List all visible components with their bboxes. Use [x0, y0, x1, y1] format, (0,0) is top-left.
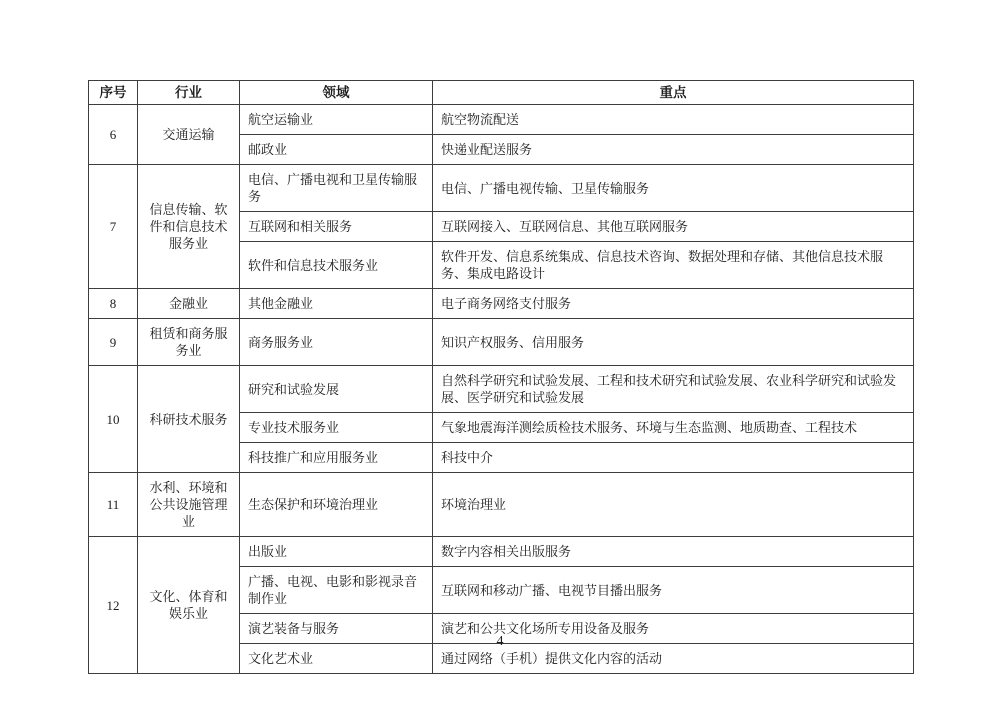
table-row — [89, 289, 914, 319]
cell-no: 6 — [89, 105, 138, 165]
table-row — [89, 366, 914, 413]
cell-field: 商务服务业 — [240, 319, 433, 366]
cell-focus: 科技中介 — [433, 443, 914, 473]
cell-industry: 科研技术服务 — [138, 366, 240, 473]
cell-no: 11 — [89, 473, 138, 537]
cell-field: 航空运输业 — [240, 105, 433, 135]
cell-focus: 互联网和移动广播、电视节目播出服务 — [433, 567, 914, 614]
cell-field: 出版业 — [240, 537, 433, 567]
cell-no: 12 — [89, 537, 138, 674]
cell-field: 生态保护和环境治理业 — [240, 473, 433, 537]
cell-industry: 交通运输 — [138, 105, 240, 165]
column-header-no: 序号 — [89, 81, 138, 105]
cell-field: 研究和试验发展 — [240, 366, 433, 413]
table-row — [89, 165, 914, 212]
cell-field: 文化艺术业 — [240, 644, 433, 674]
cell-industry: 租赁和商务服务业 — [138, 319, 240, 366]
cell-field: 广播、电视、电影和影视录音制作业 — [240, 567, 433, 614]
cell-focus: 电子商务网络支付服务 — [433, 289, 914, 319]
cell-focus: 快递业配送服务 — [433, 135, 914, 165]
column-header-field: 领域 — [240, 81, 433, 105]
cell-field: 电信、广播电视和卫星传输服务 — [240, 165, 433, 212]
column-header-focus: 重点 — [433, 81, 914, 105]
cell-field: 科技推广和应用服务业 — [240, 443, 433, 473]
cell-field: 邮政业 — [240, 135, 433, 165]
table-row — [89, 319, 914, 366]
page-number: 4 — [496, 634, 504, 649]
cell-focus: 气象地震海洋测绘质检技术服务、环境与生态监测、地质勘查、工程技术 — [433, 413, 914, 443]
cell-focus: 航空物流配送 — [433, 105, 914, 135]
cell-focus: 环境治理业 — [433, 473, 914, 537]
cell-field: 其他金融业 — [240, 289, 433, 319]
table-header-row — [89, 81, 914, 105]
cell-field: 演艺装备与服务 — [240, 614, 433, 644]
column-header-industry: 行业 — [138, 81, 240, 105]
cell-focus: 软件开发、信息系统集成、信息技术咨询、数据处理和存储、其他信息技术服务、集成电路设计 — [433, 242, 914, 289]
cell-industry: 水利、环境和公共设施管理业 — [138, 473, 240, 537]
cell-focus: 知识产权服务、信用服务 — [433, 319, 914, 366]
cell-no: 7 — [89, 165, 138, 289]
cell-focus: 通过网络（手机）提供文化内容的活动 — [433, 644, 914, 674]
cell-focus: 数字内容相关出版服务 — [433, 537, 914, 567]
cell-industry: 文化、体育和娱乐业 — [138, 537, 240, 674]
cell-focus: 互联网接入、互联网信息、其他互联网服务 — [433, 212, 914, 242]
industry-focus-table — [88, 80, 914, 674]
cell-industry: 信息传输、软件和信息技术服务业 — [138, 165, 240, 289]
cell-no: 9 — [89, 319, 138, 366]
cell-focus: 电信、广播电视传输、卫星传输服务 — [433, 165, 914, 212]
cell-focus: 自然科学研究和试验发展、工程和技术研究和试验发展、农业科学研究和试验发展、医学研究和试验发展 — [433, 366, 914, 413]
table-row — [89, 537, 914, 567]
cell-focus: 演艺和公共文化场所专用设备及服务 — [433, 614, 914, 644]
cell-field: 专业技术服务业 — [240, 413, 433, 443]
cell-no: 10 — [89, 366, 138, 473]
cell-industry: 金融业 — [138, 289, 240, 319]
cell-field: 软件和信息技术服务业 — [240, 242, 433, 289]
table-row — [89, 105, 914, 135]
cell-no: 8 — [89, 289, 138, 319]
table-row — [89, 473, 914, 537]
cell-field: 互联网和相关服务 — [240, 212, 433, 242]
